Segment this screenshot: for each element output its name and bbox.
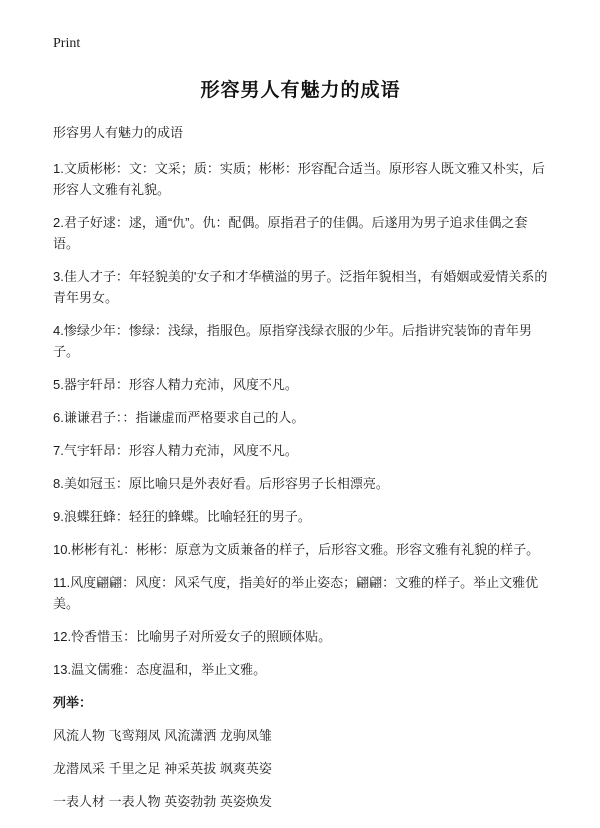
idiom-list-line-3: 一表人材 一表人物 英姿勃勃 英姿焕发 (53, 794, 272, 809)
idiom-definition-7: 7.气宇轩昂：形容人精力充沛，风度不凡。 (53, 443, 298, 458)
idiom-definition-12: 12.怜香惜玉：比喻男子对所爱女子的照顾体贴。 (53, 629, 332, 644)
idiom-definition-2: 2.君子好逑：逑，通“仇”。仇：配偶。原指君子的佳偶。后遂用为男子追求佳偶之套语。 (53, 215, 528, 251)
idiom-definition-6: 6.谦谦君子：：指谦虚而严格要求自己的人。 (53, 410, 305, 425)
idiom-list-line-1: 风流人物 飞鸾翔凤 风流潇洒 龙驹凤雏 (53, 728, 272, 743)
idiom-definition-9: 9.浪蝶狂蜂：轻狂的蜂蝶。比喻轻狂的男子。 (53, 509, 311, 524)
list-heading: 列举： (53, 695, 93, 710)
idiom-definition-10: 10.彬彬有礼：彬彬：原意为文质兼备的样子，后形容文雅。形容文雅有礼貌的样子。 (53, 542, 540, 557)
idiom-definition-1: 1.文质彬彬：文：文采；质：实质；彬彬：形容配合适当。原形容人既文雅又朴实，后形容人文雅有礼貌。 (53, 161, 545, 197)
idiom-definition-8: 8.美如冠玉：原比喻只是外表好看。后形容男子长相漂亮。 (53, 476, 389, 491)
article-subtitle: 形容男人有魅力的成语 (53, 125, 184, 140)
idiom-definition-4: 4.惨绿少年：惨绿：浅绿，指服色。原指穿浅绿衣服的少年。后指讲究装饰的青年男子。 (53, 323, 532, 359)
idiom-definition-13: 13.温文儒雅：态度温和，举止文雅。 (53, 662, 267, 677)
page-title: 形容男人有魅力的成语 (200, 80, 401, 101)
idiom-definition-3: 3.佳人才子：年轻貌美的'女子和才华横溢的男子。泛指年貌相当，有婚姻或爱情关系的青年男女。 (53, 269, 548, 305)
idiom-list-line-2: 龙潜凤采 千里之足 神采英拔 飒爽英姿 (53, 761, 272, 776)
print-link[interactable]: Print (53, 36, 81, 51)
idiom-definition-5: 5.器宇轩昂：形容人精力充沛，风度不凡。 (53, 377, 298, 392)
idiom-definition-11: 11.风度翩翩：风度：风采气度，指美好的举止姿态；翩翩：文雅的样子。举止文雅优美。 (53, 575, 539, 611)
